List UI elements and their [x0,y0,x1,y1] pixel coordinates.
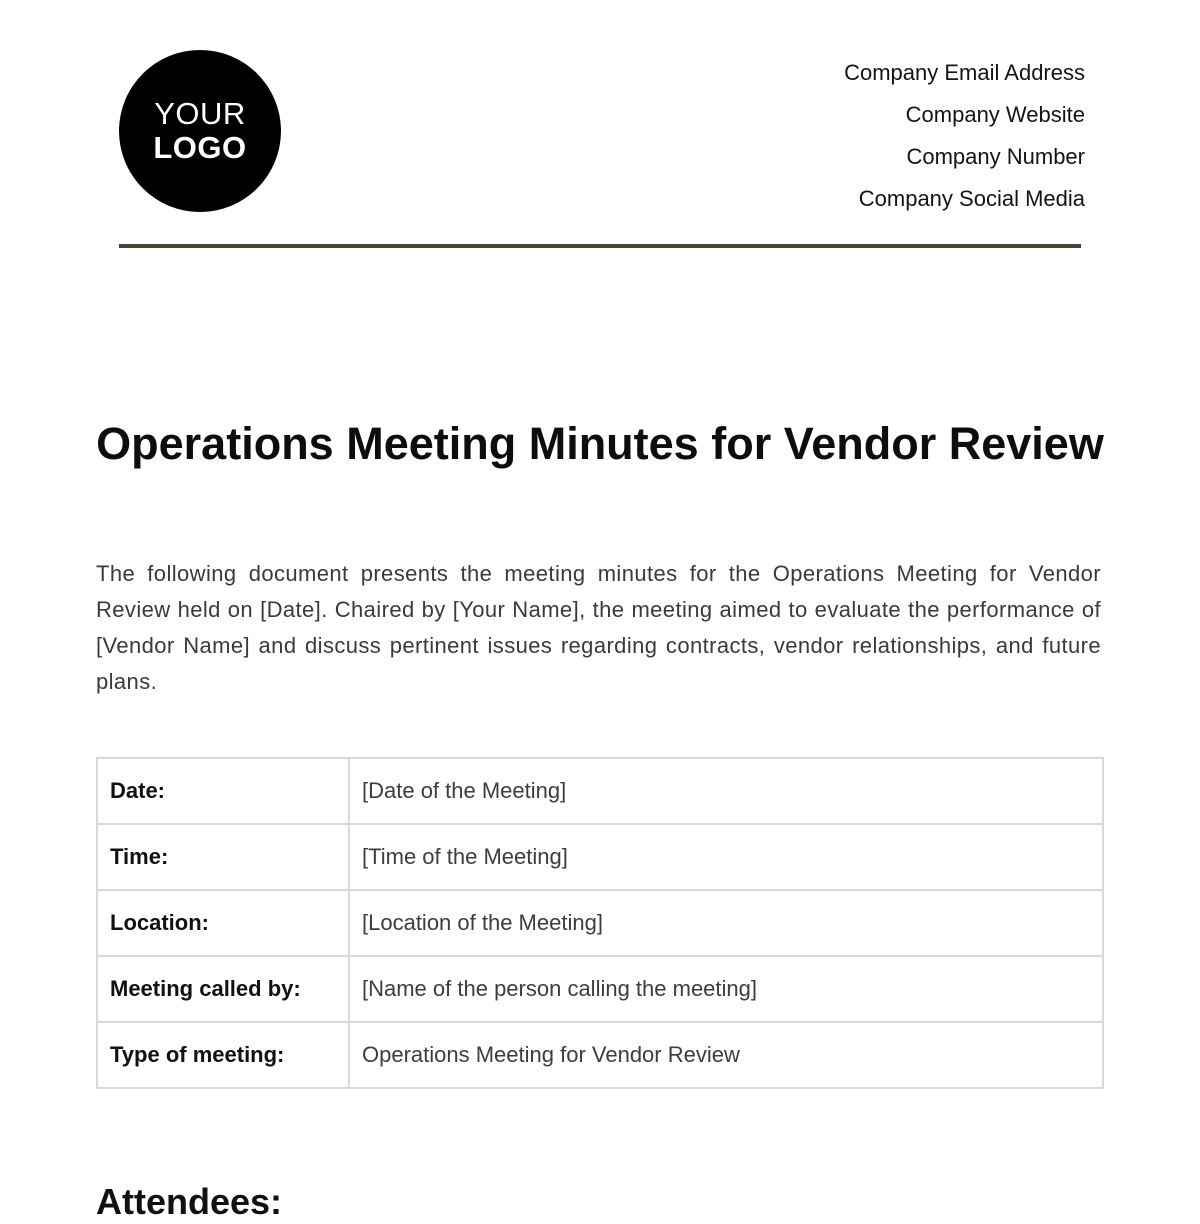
table-row [97,824,1103,890]
table-row [97,758,1103,824]
table-row [97,956,1103,1022]
detail-value-type: Operations Meeting for Vendor Review [349,1022,1103,1088]
company-social-media: Company Social Media [858,186,1085,211]
company-number: Company Number [906,144,1085,169]
table-row [97,1022,1103,1088]
detail-label-type: Type of meeting: [97,1022,349,1088]
logo-line-1: YOUR [154,96,246,131]
attendees-heading: Attendees: [96,1181,283,1222]
company-logo [119,50,281,212]
table-row [97,890,1103,956]
meeting-details-table [96,757,1104,1089]
detail-label-time: Time: [97,824,349,890]
company-website: Company Website [905,102,1085,127]
detail-value-called-by: [Name of the person calling the meeting] [349,956,1103,1022]
header-divider [119,244,1081,248]
detail-value-date: [Date of the Meeting] [349,758,1103,824]
detail-label-location: Location: [97,890,349,956]
detail-label-called-by: Meeting called by: [97,956,349,1022]
company-email: Company Email Address [844,60,1085,85]
logo-line-2: LOGO [153,130,247,165]
document-title: Operations Meeting Minutes for Vendor Review [96,418,1104,469]
company-contact-block [844,52,1085,220]
detail-value-location: [Location of the Meeting] [349,890,1103,956]
detail-value-time: [Time of the Meeting] [349,824,1103,890]
intro-paragraph: The following document presents the meeting minutes for the Operations Meeting for Vendor Review held on [Date]. Chaired by [Your Name], the meeting aimed to evaluate the performance of [Vendor Name] and discuss pertinent issues regarding contracts, vendor relationships, and future plans. [96,561,1101,694]
detail-label-date: Date: [97,758,349,824]
